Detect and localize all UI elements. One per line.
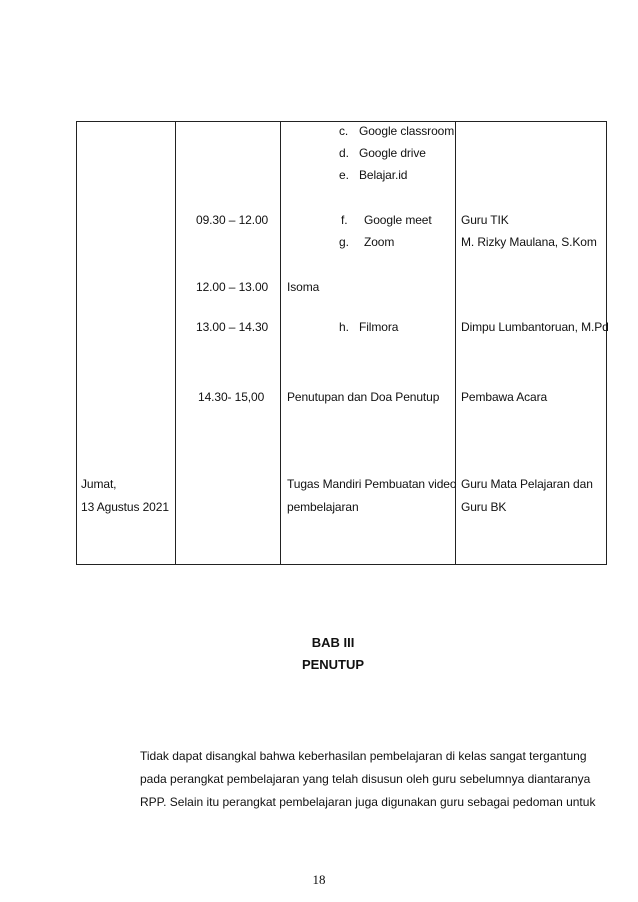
chapter-title: PENUTUP xyxy=(301,657,365,672)
table-divider xyxy=(280,121,281,565)
list-item: Google meet xyxy=(364,213,432,227)
list-item: Google classroom xyxy=(359,124,455,138)
speaker: Guru TIK xyxy=(461,213,509,227)
time-slot: 13.00 – 14.30 xyxy=(196,320,269,334)
paragraph-line: pada perangkat pembelajaran yang telah disusun oleh guru sebelumnya diantaranya xyxy=(140,772,591,786)
speaker: Pembawa Acara xyxy=(461,390,548,404)
day-label: Jumat, xyxy=(81,477,117,491)
activity: Isoma xyxy=(287,280,320,294)
chapter-number: BAB III xyxy=(311,635,355,650)
list-letter: h. xyxy=(339,320,349,334)
list-item: Google drive xyxy=(359,146,426,160)
activity: pembelajaran xyxy=(287,500,359,514)
speaker: Dimpu Lumbantoruan, M.Pd xyxy=(461,320,609,334)
schedule-table xyxy=(76,121,607,565)
time-slot: 09.30 – 12.00 xyxy=(196,213,269,227)
table-divider xyxy=(455,121,456,565)
speaker: Guru Mata Pelajaran dan xyxy=(461,477,593,491)
list-letter: e. xyxy=(339,168,349,182)
time-slot: 14.30- 15,00 xyxy=(198,390,265,404)
list-item: Belajar.id xyxy=(359,168,408,182)
page-number: 18 xyxy=(312,872,326,887)
activity: Tugas Mandiri Pembuatan video xyxy=(287,477,457,491)
list-letter: g. xyxy=(339,235,349,249)
speaker: M. Rizky Maulana, S.Kom xyxy=(461,235,597,249)
speaker: Guru BK xyxy=(461,500,507,514)
list-letter: f. xyxy=(341,213,348,227)
list-letter: c. xyxy=(339,124,349,138)
date-label: 13 Agustus 2021 xyxy=(81,500,169,514)
paragraph-line: RPP. Selain itu perangkat pembelajaran juga digunakan guru sebagai pedoman untuk xyxy=(140,795,596,809)
list-letter: d. xyxy=(339,146,349,160)
list-item: Filmora xyxy=(359,320,399,334)
table-divider xyxy=(175,121,176,565)
activity: Penutupan dan Doa Penutup xyxy=(287,390,440,404)
paragraph-line: Tidak dapat disangkal bahwa keberhasilan pembelajaran di kelas sangat tergantung xyxy=(140,749,587,763)
time-slot: 12.00 – 13.00 xyxy=(196,280,269,294)
list-item: Zoom xyxy=(364,235,395,249)
